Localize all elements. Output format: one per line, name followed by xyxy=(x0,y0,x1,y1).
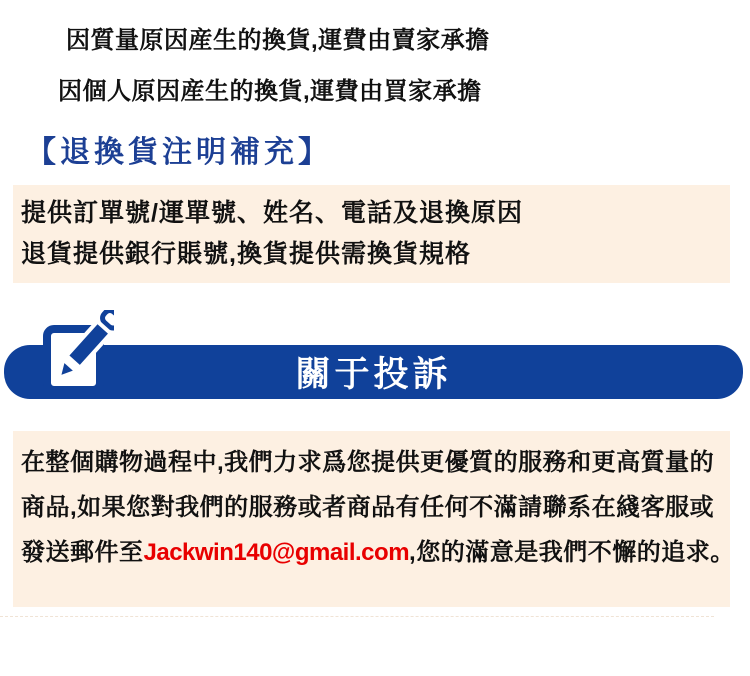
supplement-line-1: 提供訂單號/運單號、姓名、電話及退換原因 xyxy=(21,199,523,227)
exchange-personal-policy-line: 因個人原因産生的換貨,運費由買家承擔 xyxy=(58,78,482,105)
supplement-line-2: 退貨提供銀行賬號,換貨提供需換貨規格 xyxy=(21,240,471,268)
complaint-line-2: 商品,如果您對我們的服務或者商品有任何不滿請聯系在綫客服或 xyxy=(21,494,715,521)
email-line-prefix: 發送郵件至 xyxy=(21,539,144,566)
complaint-panel xyxy=(13,431,735,607)
return-supplement-panel xyxy=(13,185,730,283)
complaint-email-line xyxy=(21,530,735,575)
return-supplement-heading: 【退換貨注明補充】 xyxy=(26,136,332,169)
complaint-banner xyxy=(4,345,743,399)
email-line-suffix: ,您的滿意是我們不懈的追求。 xyxy=(409,539,735,566)
bottom-divider-line xyxy=(0,616,714,617)
complaint-banner-title: 關于投訴 xyxy=(295,355,452,394)
exchange-quality-policy-line: 因質量原因産生的換貨,運費由賣家承擔 xyxy=(66,27,490,54)
email-address: Jackwin140@gmail.com xyxy=(143,539,410,566)
complaint-line-1: 在整個購物過程中,我們力求爲您提供更優質的服務和更高質量的 xyxy=(21,449,715,476)
edit-pencil-icon xyxy=(38,310,114,398)
